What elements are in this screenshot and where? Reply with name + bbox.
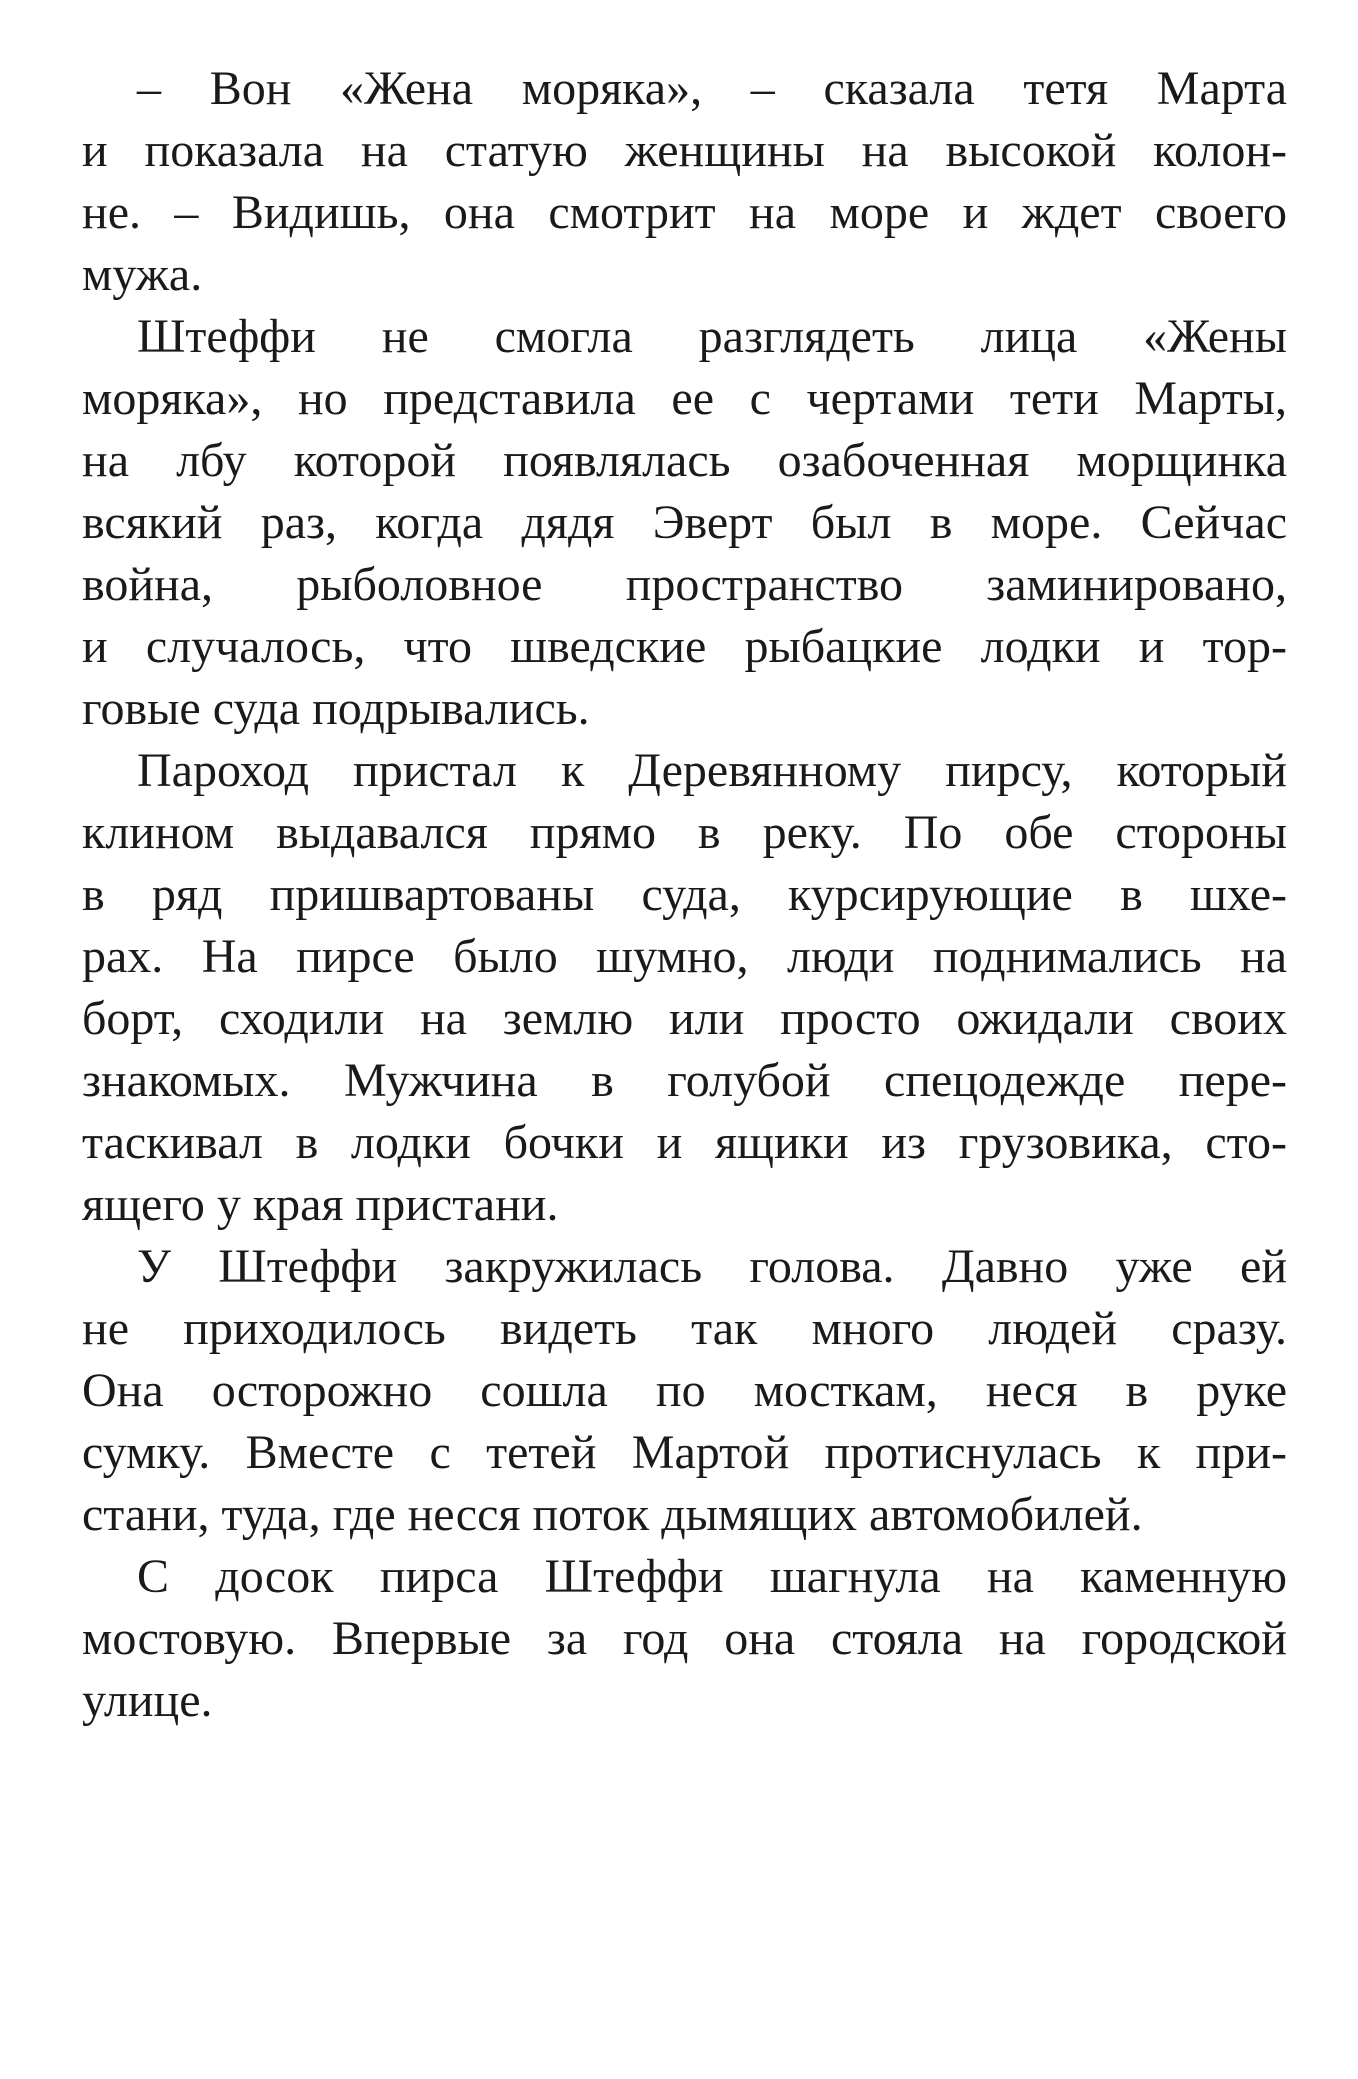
text-line: таскивал в лодки бочки и ящики из грузовика, сто- bbox=[82, 1116, 1287, 1169]
paragraph-4 bbox=[82, 1236, 1287, 1546]
text-line: всякий раз, когда дядя Эверт был в море. Сейчас bbox=[82, 496, 1287, 549]
paragraph-2 bbox=[82, 306, 1287, 740]
text-line: Штеффи не смогла разглядеть лица «Жены bbox=[137, 310, 1287, 363]
text-line: война, рыболовное пространство заминировано, bbox=[82, 558, 1287, 611]
text-line: мужа. bbox=[82, 248, 203, 301]
text-line: и случалось, что шведские рыбацкие лодки и тор- bbox=[82, 620, 1287, 673]
text-line: улице. bbox=[82, 1674, 213, 1727]
paragraph-1 bbox=[82, 58, 1287, 306]
text-line: на лбу которой появлялась озабоченная морщинка bbox=[82, 434, 1287, 487]
text-line: У Штеффи закружилась голова. Давно уже ей bbox=[137, 1240, 1287, 1293]
text-line: борт, сходили на землю или просто ожидали своих bbox=[82, 992, 1287, 1045]
text-line: в ряд пришвартованы суда, курсирующие в шхе- bbox=[82, 868, 1287, 921]
text-line: клином выдавался прямо в реку. По обе стороны bbox=[82, 806, 1287, 859]
text-line: и показала на статую женщины на высокой колон- bbox=[82, 124, 1287, 177]
book-page bbox=[82, 58, 1287, 1732]
paragraph-3 bbox=[82, 740, 1287, 1236]
text-line: говые суда подрывались. bbox=[82, 682, 590, 735]
text-line: С досок пирса Штеффи шагнула на каменную bbox=[137, 1550, 1287, 1603]
paragraph-5 bbox=[82, 1546, 1287, 1732]
text-line: стани, туда, где несся поток дымящих автомобилей. bbox=[82, 1488, 1143, 1541]
text-line: Она осторожно сошла по мосткам, неся в руке bbox=[82, 1364, 1287, 1417]
text-line: рах. На пирсе было шумно, люди поднимались на bbox=[82, 930, 1287, 983]
text-line: Пароход пристал к Деревянному пирсу, который bbox=[137, 744, 1287, 797]
text-line: – Вон «Жена моряка», – сказала тетя Марта bbox=[137, 62, 1287, 115]
text-line: знакомых. Мужчина в голубой спецодежде пере- bbox=[82, 1054, 1287, 1107]
text-line: ящего у края пристани. bbox=[82, 1178, 559, 1231]
text-line: не приходилось видеть так много людей сразу. bbox=[82, 1302, 1287, 1355]
text-line: не. – Видишь, она смотрит на море и ждет своего bbox=[82, 186, 1287, 239]
text-line: сумку. Вместе с тетей Мартой протиснулась к при- bbox=[82, 1426, 1287, 1479]
text-line: мостовую. Впервые за год она стояла на городской bbox=[82, 1612, 1287, 1665]
text-line: моряка», но представила ее с чертами тети Марты, bbox=[82, 372, 1287, 425]
